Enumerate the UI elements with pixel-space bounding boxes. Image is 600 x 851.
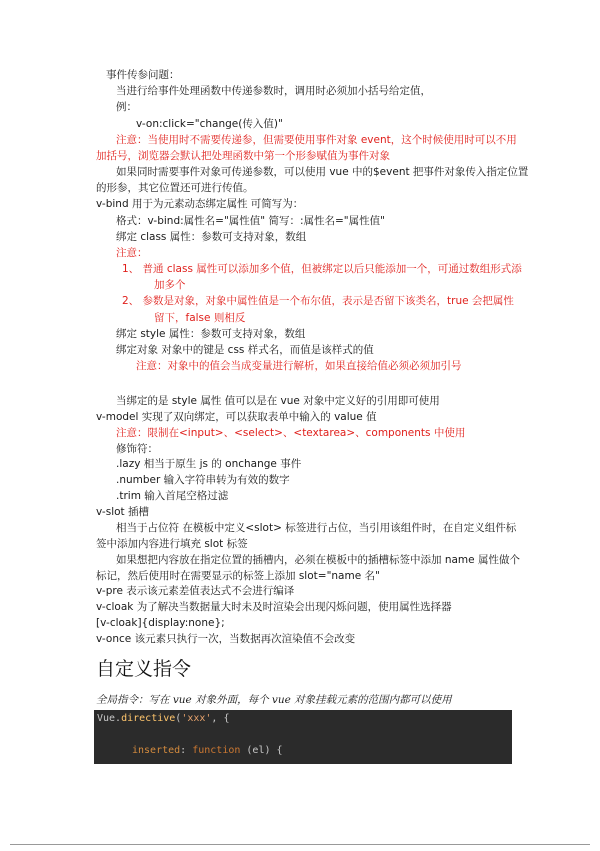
text-line: 格式：v-bind:属性名="属性值" 简写：:属性名="属性值"	[116, 215, 385, 227]
text-line: [v-cloak]{display:none};	[96, 617, 225, 629]
text-line: .trim 输入首尾空格过滤	[116, 490, 229, 502]
text-line: 修饰符：	[116, 443, 158, 455]
list-item-cont: 加多个	[154, 279, 186, 291]
text-line: .lazy 相当于原生 js 的 onchange 事件	[116, 458, 302, 470]
code-block	[94, 710, 512, 764]
text-line: v-slot 插槽	[96, 506, 149, 518]
text-line: v-once 该元素只执行一次，当数据再次渲染值不会改变	[96, 633, 356, 645]
text-line: v-bind 用于为元素动态绑定属性 可简写为：	[96, 198, 304, 210]
text-line: 当绑定的是 style 属性 值可以是在 vue 对象中定义好的引用即可使用	[116, 395, 440, 407]
text-line: 例：	[116, 101, 137, 113]
list-item: 2、 参数是对象，对象中属性值是一个布尔值，表示是否留下该类名，true 会把属性	[122, 295, 514, 307]
text-line: 当进行给事件处理函数中传递参数时，调用时必须加小括号给定值，	[116, 85, 431, 97]
text-line: v-model 实现了双向绑定，可以获取表单中输入的 value 值	[96, 411, 377, 423]
text-line: 如果想把内容放在指定位置的插槽内，必须在模板中的插槽标签中添加 name 属性做个	[116, 554, 520, 566]
text-line: 标记，然后使用时在需要显示的标签上添加 slot="name 名"	[96, 570, 380, 582]
note-line: 加括号，浏览器会默认把处理函数中第一个形参赋值为事件对象	[96, 150, 390, 162]
text-line: 如果同时需要事件对象可传递参数，可以使用 vue 中的$event 把事件对象传入指定位置	[116, 166, 529, 178]
text-line: 相当于占位符 在模板中定义<slot> 标签进行占位，当引用该组件时，在自定义组件标	[116, 522, 517, 534]
code-line-1: Vue.directive('xxx', {	[97, 713, 230, 724]
text-line: 签中添加内容进行填充 slot 标签	[96, 538, 248, 550]
text-line: .number 输入字符串转为有效的数字	[116, 474, 290, 486]
text-line: v-pre 表示该元素差值表达式不会进行编译	[96, 585, 295, 597]
page-footer-rule	[10, 844, 590, 845]
code-example: v-on:click="change(传入值)"	[136, 118, 283, 130]
global-directive-note: 全局指令：写在 vue 对象外面，每个 vue 对象挂载元素的范围内都可以使用	[96, 694, 452, 706]
note-line: 注意：对象中的值会当成变量进行解析，如果直接给值必须必须加引号	[136, 360, 462, 372]
note-line: 注意：限制在<input>、<select>、<textarea>、components 中使用	[116, 427, 466, 439]
code-line-3: inserted: function (el) {	[132, 745, 283, 756]
text-line: 事件传参问题：	[106, 69, 180, 81]
text-line: 的形参，其它位置还可进行传值。	[96, 182, 254, 194]
list-item-cont: 留下，false 则相反	[154, 312, 246, 324]
list-item: 1、 普通 class 属性可以添加多个值，但被绑定以后只能添加一个，可通过数组形式添	[122, 263, 522, 275]
text-line: 绑定 style 属性：参数可支持对象，数组	[116, 328, 306, 340]
text-line: 绑定对象 对象中的键是 css 样式名，而值是该样式的值	[116, 344, 374, 356]
note-line: 注意：当使用时不需要传递参，但需要使用事件对象 event，这个时候使用时可以不用	[116, 134, 517, 146]
note-line: 注意：	[116, 247, 148, 259]
text-line: 绑定 class 属性：参数可支持对象，数组	[116, 231, 307, 243]
text-line: v-cloak 为了解决当数据量大时未及时渲染会出现闪烁问题，使用属性选择器	[96, 601, 452, 613]
section-title: 自定义指令	[96, 658, 192, 680]
